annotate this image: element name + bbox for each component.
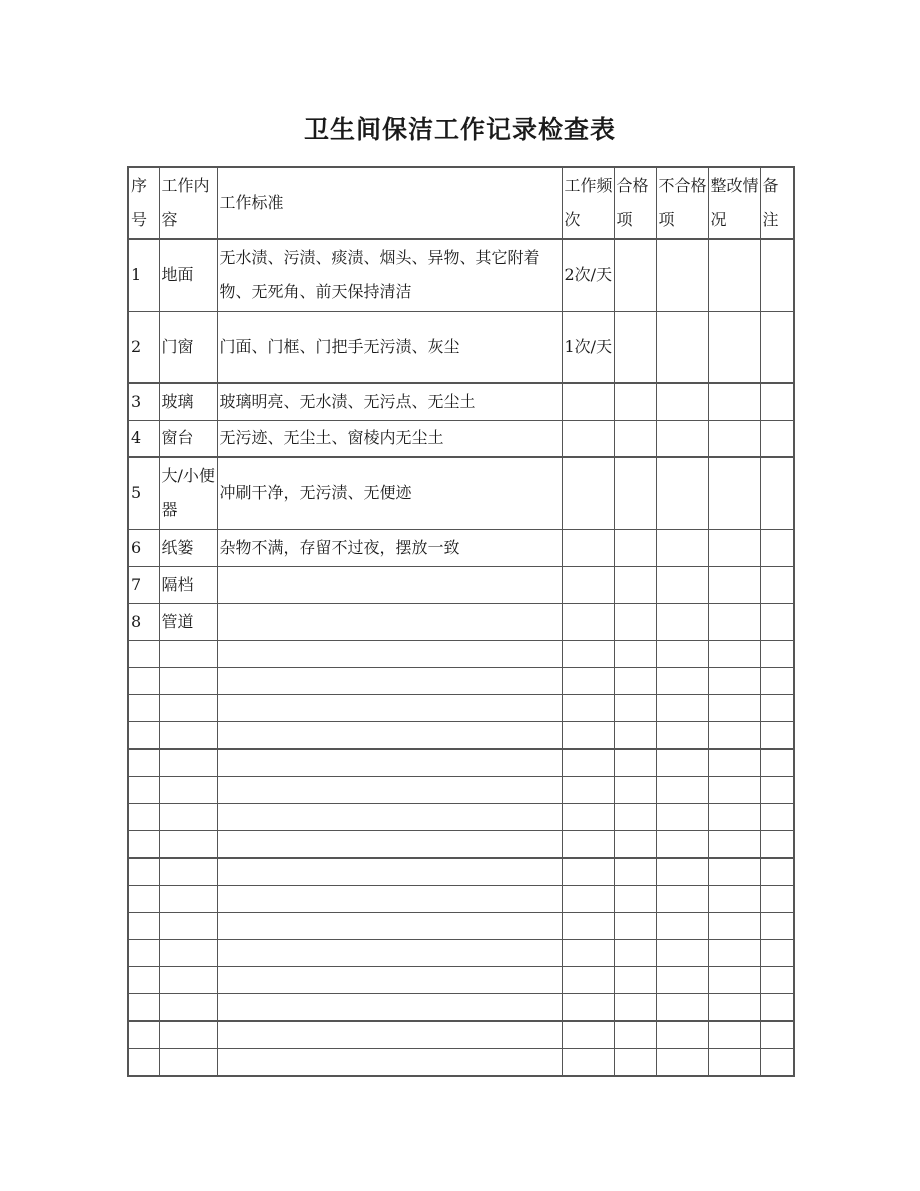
fail-cell[interactable] [656, 529, 708, 566]
blank-cell[interactable] [656, 966, 708, 993]
blank-row [128, 803, 794, 830]
row-seq: 8 [128, 603, 159, 640]
row-seq: 1 [128, 239, 159, 311]
blank-cell[interactable] [760, 749, 794, 777]
pass-cell[interactable] [614, 566, 656, 603]
page-title: 卫生间保洁工作记录检查表 [303, 115, 616, 144]
blank-cell[interactable] [217, 749, 562, 777]
table-row [128, 457, 794, 529]
blank-cell[interactable] [562, 776, 614, 803]
rectify-cell[interactable] [708, 311, 760, 383]
blank-cell[interactable] [562, 640, 614, 667]
blank-cell[interactable] [656, 1021, 708, 1049]
blank-cell[interactable] [708, 858, 760, 886]
row-frequency: 2次/天 [562, 239, 614, 311]
rectify-cell[interactable] [708, 529, 760, 566]
blank-cell[interactable] [128, 721, 159, 749]
blank-cell[interactable] [159, 993, 217, 1021]
table-row [128, 311, 794, 383]
blank-cell[interactable] [614, 830, 656, 858]
blank-cell[interactable] [128, 1021, 159, 1049]
table-row [128, 529, 794, 566]
row-content: 窗台 [159, 420, 217, 457]
blank-cell[interactable] [562, 993, 614, 1021]
blank-cell[interactable] [159, 803, 217, 830]
blank-cell[interactable] [217, 1021, 562, 1049]
blank-cell[interactable] [760, 694, 794, 721]
blank-row [128, 721, 794, 749]
rectify-cell[interactable] [708, 603, 760, 640]
blank-cell[interactable] [159, 640, 217, 667]
blank-row [128, 1048, 794, 1076]
blank-cell[interactable] [128, 776, 159, 803]
header-frequency: 工作频次 [562, 167, 614, 239]
blank-cell[interactable] [656, 694, 708, 721]
row-standard: 无水渍、污渍、痰渍、烟头、异物、其它附着物、无死角、前天保持清洁 [217, 239, 562, 311]
blank-cell[interactable] [128, 830, 159, 858]
blank-cell[interactable] [159, 667, 217, 694]
row-seq: 7 [128, 566, 159, 603]
blank-cell[interactable] [128, 1048, 159, 1076]
header-content: 工作内容 [159, 167, 217, 239]
blank-cell[interactable] [614, 667, 656, 694]
blank-row [128, 966, 794, 993]
blank-cell[interactable] [217, 993, 562, 1021]
blank-cell[interactable] [760, 830, 794, 858]
blank-cell[interactable] [159, 885, 217, 912]
blank-cell[interactable] [217, 858, 562, 886]
blank-cell[interactable] [614, 939, 656, 966]
blank-cell[interactable] [159, 1048, 217, 1076]
row-standard: 冲刷干净，无污渍、无便迹 [217, 457, 562, 529]
fail-cell[interactable] [656, 383, 708, 420]
blank-row [128, 830, 794, 858]
fail-cell[interactable] [656, 566, 708, 603]
table-header-row [128, 167, 794, 239]
blank-cell[interactable] [656, 885, 708, 912]
blank-cell[interactable] [217, 640, 562, 667]
blank-cell[interactable] [562, 858, 614, 886]
row-content: 隔档 [159, 566, 217, 603]
header-pass: 合格项 [614, 167, 656, 239]
table-row [128, 420, 794, 457]
blank-cell[interactable] [217, 830, 562, 858]
blank-cell[interactable] [217, 803, 562, 830]
blank-cell[interactable] [614, 912, 656, 939]
row-seq: 5 [128, 457, 159, 529]
blank-cell[interactable] [128, 640, 159, 667]
blank-cell[interactable] [760, 939, 794, 966]
blank-cell[interactable] [562, 1048, 614, 1076]
blank-cell[interactable] [159, 830, 217, 858]
blank-cell[interactable] [614, 776, 656, 803]
blank-row [128, 939, 794, 966]
blank-cell[interactable] [614, 885, 656, 912]
blank-cell[interactable] [656, 640, 708, 667]
blank-cell[interactable] [760, 1048, 794, 1076]
blank-cell[interactable] [656, 667, 708, 694]
blank-cell[interactable] [614, 1048, 656, 1076]
blank-cell[interactable] [760, 1021, 794, 1049]
blank-cell[interactable] [760, 858, 794, 886]
blank-cell[interactable] [128, 966, 159, 993]
pass-cell[interactable] [614, 457, 656, 529]
fail-cell[interactable] [656, 420, 708, 457]
table-row [128, 383, 794, 420]
blank-cell[interactable] [708, 830, 760, 858]
blank-cell[interactable] [159, 776, 217, 803]
blank-cell[interactable] [562, 667, 614, 694]
row-frequency [562, 603, 614, 640]
blank-cell[interactable] [128, 667, 159, 694]
table-row [128, 603, 794, 640]
rectify-cell[interactable] [708, 239, 760, 311]
blank-cell[interactable] [656, 721, 708, 749]
blank-row [128, 885, 794, 912]
blank-row [128, 858, 794, 886]
pass-cell[interactable] [614, 529, 656, 566]
blank-cell[interactable] [159, 749, 217, 777]
row-content: 地面 [159, 239, 217, 311]
blank-cell[interactable] [760, 966, 794, 993]
blank-cell[interactable] [656, 1048, 708, 1076]
blank-cell[interactable] [562, 803, 614, 830]
blank-cell[interactable] [656, 749, 708, 777]
blank-cell[interactable] [708, 667, 760, 694]
blank-cell[interactable] [614, 803, 656, 830]
blank-row [128, 776, 794, 803]
pass-cell[interactable] [614, 603, 656, 640]
row-frequency [562, 420, 614, 457]
blank-cell[interactable] [217, 885, 562, 912]
row-seq: 6 [128, 529, 159, 566]
row-frequency [562, 566, 614, 603]
remark-cell[interactable] [760, 420, 794, 457]
blank-cell[interactable] [614, 749, 656, 777]
header-fail: 不合格项 [656, 167, 708, 239]
blank-cell[interactable] [614, 721, 656, 749]
row-seq: 2 [128, 311, 159, 383]
blank-cell[interactable] [760, 912, 794, 939]
row-standard [217, 566, 562, 603]
remark-cell[interactable] [760, 603, 794, 640]
blank-cell[interactable] [708, 640, 760, 667]
blank-cell[interactable] [128, 885, 159, 912]
blank-cell[interactable] [656, 776, 708, 803]
blank-cell[interactable] [128, 993, 159, 1021]
blank-cell[interactable] [614, 993, 656, 1021]
row-content: 大/小便器 [159, 457, 217, 529]
blank-cell[interactable] [708, 966, 760, 993]
rectify-cell[interactable] [708, 566, 760, 603]
row-seq: 4 [128, 420, 159, 457]
blank-cell[interactable] [562, 694, 614, 721]
blank-cell[interactable] [760, 640, 794, 667]
blank-cell[interactable] [128, 858, 159, 886]
blank-cell[interactable] [708, 993, 760, 1021]
header-rectify: 整改情况 [708, 167, 760, 239]
fail-cell[interactable] [656, 311, 708, 383]
blank-cell[interactable] [128, 749, 159, 777]
blank-cell[interactable] [217, 966, 562, 993]
blank-cell[interactable] [614, 694, 656, 721]
header-remark: 备注 [760, 167, 794, 239]
pass-cell[interactable] [614, 311, 656, 383]
blank-cell[interactable] [128, 803, 159, 830]
rectify-cell[interactable] [708, 383, 760, 420]
pass-cell[interactable] [614, 420, 656, 457]
blank-cell[interactable] [760, 803, 794, 830]
row-content: 纸篓 [159, 529, 217, 566]
blank-cell[interactable] [159, 721, 217, 749]
blank-cell[interactable] [614, 1021, 656, 1049]
blank-cell[interactable] [708, 749, 760, 777]
blank-cell[interactable] [760, 885, 794, 912]
blank-cell[interactable] [217, 721, 562, 749]
blank-cell[interactable] [217, 776, 562, 803]
blank-row [128, 640, 794, 667]
remark-cell[interactable] [760, 311, 794, 383]
blank-row [128, 694, 794, 721]
blank-cell[interactable] [760, 667, 794, 694]
blank-cell[interactable] [708, 776, 760, 803]
blank-cell[interactable] [656, 939, 708, 966]
rectify-cell[interactable] [708, 420, 760, 457]
blank-cell[interactable] [760, 721, 794, 749]
blank-cell[interactable] [159, 939, 217, 966]
rectify-cell[interactable] [708, 457, 760, 529]
blank-cell[interactable] [159, 1021, 217, 1049]
row-content: 管道 [159, 603, 217, 640]
blank-cell[interactable] [128, 939, 159, 966]
fail-cell[interactable] [656, 603, 708, 640]
remark-cell[interactable] [760, 457, 794, 529]
fail-cell[interactable] [656, 457, 708, 529]
blank-cell[interactable] [562, 966, 614, 993]
blank-cell[interactable] [656, 858, 708, 886]
blank-cell[interactable] [708, 1021, 760, 1049]
blank-cell[interactable] [708, 694, 760, 721]
blank-cell[interactable] [159, 694, 217, 721]
blank-row [128, 667, 794, 694]
row-frequency [562, 383, 614, 420]
row-standard: 杂物不满，存留不过夜，摆放一致 [217, 529, 562, 566]
blank-cell[interactable] [656, 830, 708, 858]
blank-cell[interactable] [656, 912, 708, 939]
table-row [128, 239, 794, 311]
blank-cell[interactable] [562, 749, 614, 777]
blank-cell[interactable] [217, 939, 562, 966]
remark-cell[interactable] [760, 566, 794, 603]
row-frequency [562, 457, 614, 529]
blank-cell[interactable] [708, 939, 760, 966]
blank-cell[interactable] [562, 939, 614, 966]
remark-cell[interactable] [760, 383, 794, 420]
blank-cell[interactable] [562, 1021, 614, 1049]
blank-cell[interactable] [614, 858, 656, 886]
row-frequency [562, 529, 614, 566]
blank-cell[interactable] [128, 694, 159, 721]
blank-cell[interactable] [562, 912, 614, 939]
blank-cell[interactable] [159, 966, 217, 993]
inspection-record-table [127, 166, 795, 1077]
blank-row [128, 993, 794, 1021]
blank-cell[interactable] [562, 830, 614, 858]
remark-cell[interactable] [760, 529, 794, 566]
row-standard: 玻璃明亮、无水渍、无污点、无尘土 [217, 383, 562, 420]
row-standard: 门面、门框、门把手无污渍、灰尘 [217, 311, 562, 383]
row-frequency: 1次/天 [562, 311, 614, 383]
header-standard: 工作标准 [217, 167, 562, 239]
blank-cell[interactable] [708, 912, 760, 939]
blank-cell[interactable] [656, 993, 708, 1021]
blank-cell[interactable] [708, 885, 760, 912]
blank-cell[interactable] [217, 667, 562, 694]
blank-cell[interactable] [760, 776, 794, 803]
blank-cell[interactable] [217, 694, 562, 721]
pass-cell[interactable] [614, 383, 656, 420]
blank-cell[interactable] [217, 912, 562, 939]
blank-row [128, 912, 794, 939]
row-content: 门窗 [159, 311, 217, 383]
blank-cell[interactable] [614, 966, 656, 993]
blank-cell[interactable] [562, 885, 614, 912]
row-standard: 无污迹、无尘土、窗棱内无尘土 [217, 420, 562, 457]
blank-cell[interactable] [760, 993, 794, 1021]
blank-cell[interactable] [159, 912, 217, 939]
blank-cell[interactable] [217, 1048, 562, 1076]
blank-cell[interactable] [159, 858, 217, 886]
row-standard [217, 603, 562, 640]
fail-cell[interactable] [656, 239, 708, 311]
blank-row [128, 749, 794, 777]
remark-cell[interactable] [760, 239, 794, 311]
pass-cell[interactable] [614, 239, 656, 311]
row-content: 玻璃 [159, 383, 217, 420]
blank-cell[interactable] [708, 803, 760, 830]
blank-cell[interactable] [656, 803, 708, 830]
table-row [128, 566, 794, 603]
blank-cell[interactable] [128, 912, 159, 939]
blank-cell[interactable] [562, 721, 614, 749]
header-seq: 序号 [128, 167, 159, 239]
blank-cell[interactable] [614, 640, 656, 667]
blank-row [128, 1021, 794, 1049]
row-seq: 3 [128, 383, 159, 420]
blank-cell[interactable] [708, 1048, 760, 1076]
blank-cell[interactable] [708, 721, 760, 749]
